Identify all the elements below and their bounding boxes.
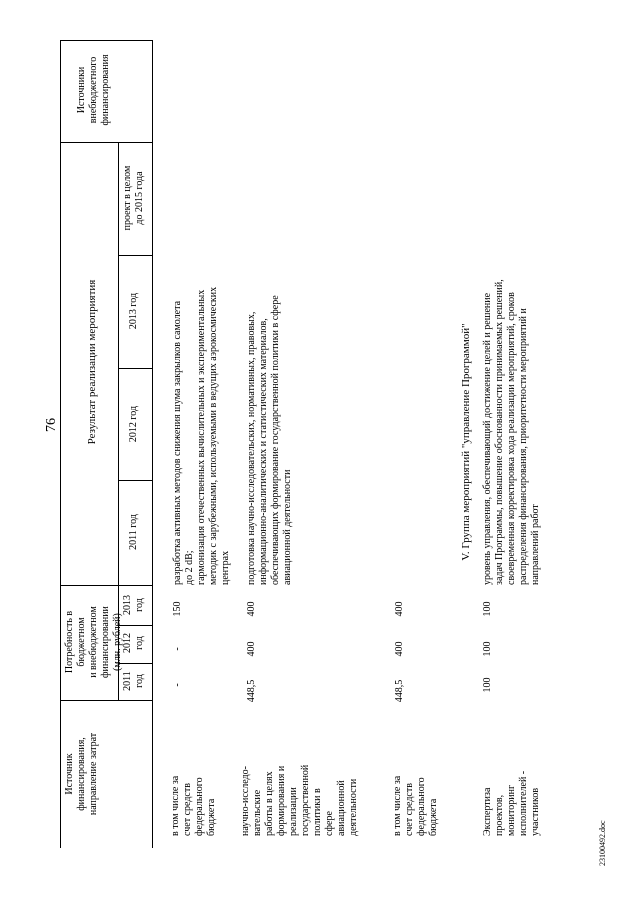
row4-2011: 100 xyxy=(482,677,493,693)
row4-source: Экспертиза проектов, мониторинг исполнителей - участников xyxy=(482,770,541,836)
row2-source: научно-исследо- вательские работы в целях формирования и реализации государственной политики в сфере авиационной деятельности xyxy=(240,764,359,836)
header-left-border xyxy=(60,40,61,848)
row3-source: в том числе за счет средств федерального бюджета xyxy=(392,775,439,836)
header-sep-ryear-1 xyxy=(118,480,152,481)
header-source: Источник финансирования, направление затрат xyxy=(64,732,99,816)
page-number: 76 xyxy=(44,418,59,432)
row1-source: в том числе за счет средств федерального бюджета xyxy=(170,775,217,836)
row1-2013: 150 xyxy=(172,601,183,617)
header-result-group: Результат реализации мероприятия xyxy=(86,279,98,445)
row4-2012: 100 xyxy=(482,641,493,657)
header-bottom-border xyxy=(152,40,153,848)
header-need-group: Потребность в бюджетном и внебюджетном финансировании (млн. рублей) xyxy=(64,606,123,678)
header-extra-sources: Источники внебюджетного финансирования xyxy=(76,54,111,126)
row3-2011: 448,5 xyxy=(394,679,405,703)
header-result-2011: 2011 год xyxy=(128,514,139,550)
row4-result: уровень управления, обеспечивающий достижение целей и решение задач Программы, повышение обоснованности принимаемых решений, своевременная корректировка хода реализации мероприятий, сроков распределения финансирования, приоритетности мероприятий и направлений работ xyxy=(482,279,541,585)
section-title: V. Группа мероприятий "управление Программой" xyxy=(460,323,472,561)
header-need-2013: 2013 год xyxy=(122,595,145,615)
header-result-subline xyxy=(118,142,119,585)
header-need-2011: 2011 год xyxy=(122,671,145,691)
row4-2013: 100 xyxy=(482,601,493,617)
header-sep-source xyxy=(60,700,152,701)
header-sep-ryear-2 xyxy=(118,368,152,369)
header-result-2012: 2012 год xyxy=(128,405,139,443)
row2-result: подготовка научно-исследовательских, нормативных, правовых, информационно-аналитических и статистических материалов, обеспечивающих формирование государственной политики в сфере авиационной деятельности xyxy=(246,295,293,585)
doc-footer: 23100492.doc xyxy=(598,820,607,866)
row2-2013: 400 xyxy=(246,601,257,617)
row2-2011: 448,5 xyxy=(246,679,257,703)
header-result-2013: 2013 год xyxy=(128,292,139,330)
row3-2012: 400 xyxy=(394,641,405,657)
header-need-2012: 2012 год xyxy=(122,633,145,653)
row1-2011: - xyxy=(172,683,183,687)
header-result-total: проект в целом до 2015 года xyxy=(122,165,145,231)
row3-2013: 400 xyxy=(394,601,405,617)
row2-2012: 400 xyxy=(246,641,257,657)
row1-result: разработка активных методов снижения шума закрылков самолета до 2 dB; гармонизация отечественных вычислительных и экспериментальных методик с зарубежными, используемыми в ведущих аэрокосмических центрах xyxy=(172,286,231,585)
row1-2012: - xyxy=(172,647,183,651)
